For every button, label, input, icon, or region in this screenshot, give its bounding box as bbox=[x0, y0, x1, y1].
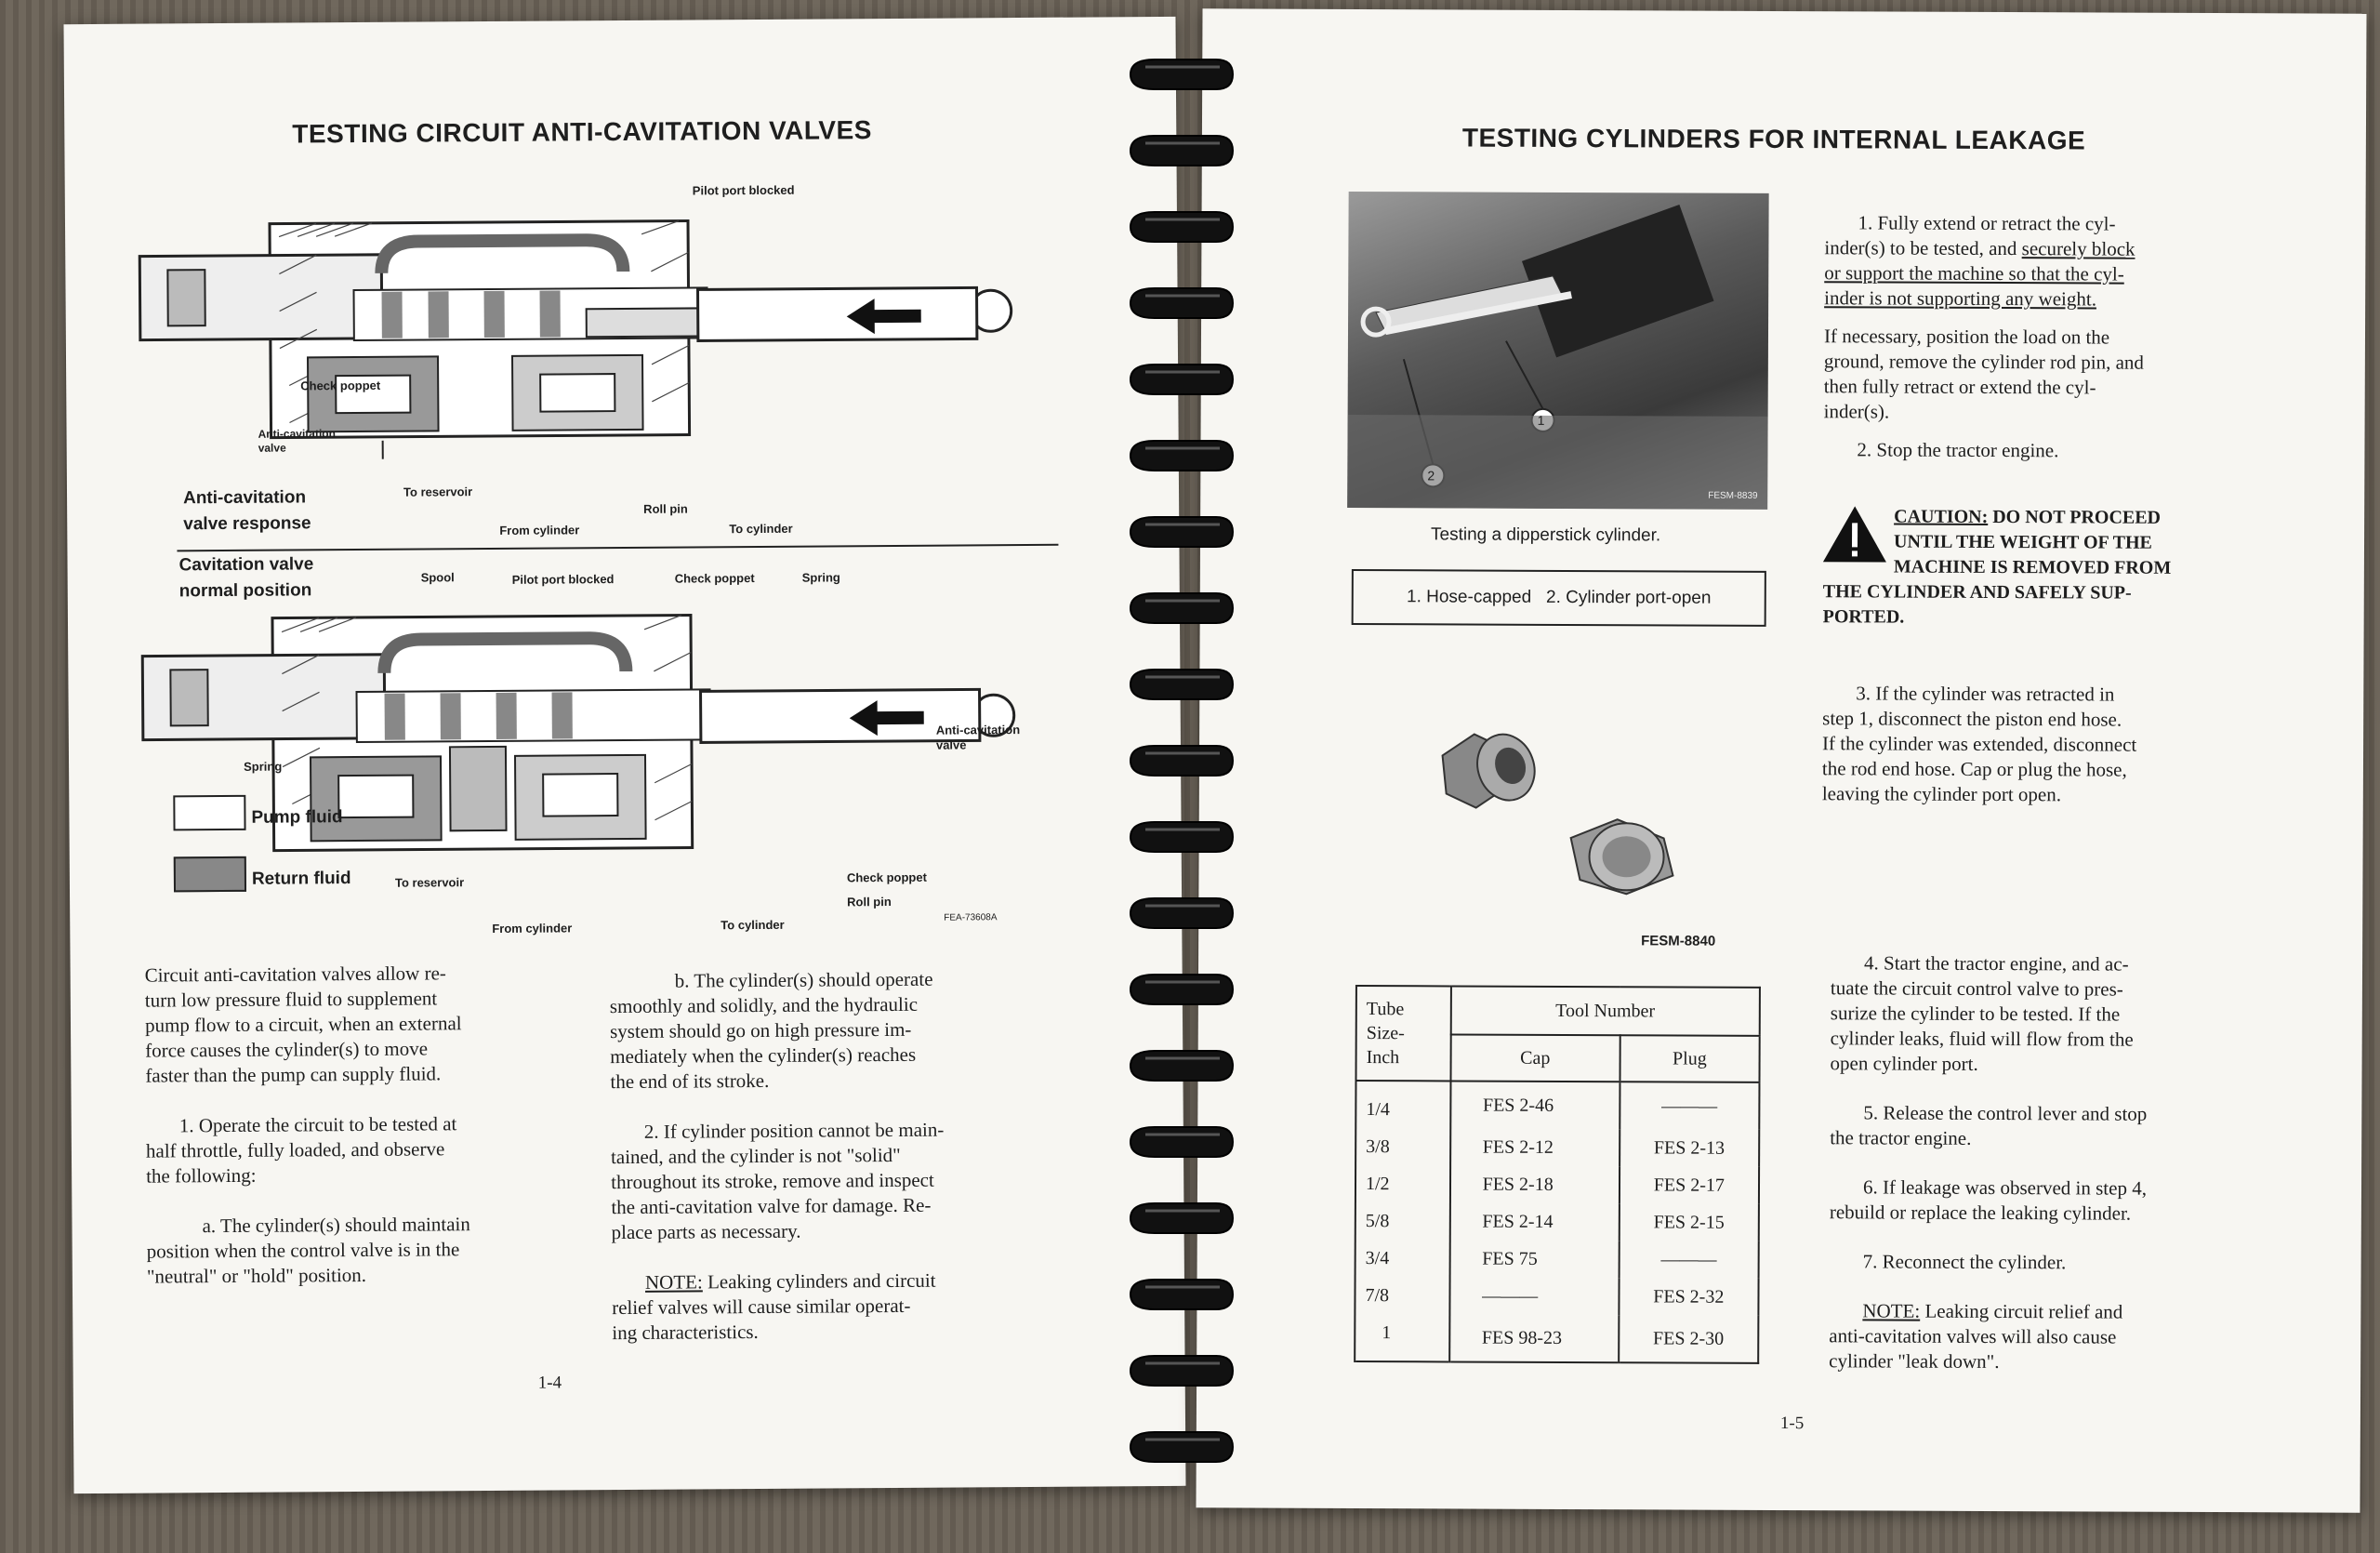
photo-reference-2: FESM-8840 bbox=[1641, 933, 1716, 949]
caution-text: DO NOT PROCEED bbox=[1992, 506, 2162, 528]
caution-line bbox=[1823, 504, 2223, 531]
cell-cap: FES 2-14 bbox=[1449, 1202, 1619, 1241]
note-line: cylinder "leak down". bbox=[1829, 1349, 2000, 1374]
label-anti-cavitation-2a: Anti-cavitation bbox=[935, 723, 1021, 737]
binding-coil bbox=[1127, 208, 1236, 242]
diagram2-caption-a: Cavitation valve bbox=[178, 554, 314, 576]
text-line: place parts as necessary. bbox=[611, 1219, 801, 1244]
dipperstick-photo bbox=[1347, 192, 1768, 510]
binding-coil bbox=[1127, 437, 1236, 471]
text-line: a. The cylinder(s) should maintain bbox=[202, 1213, 470, 1238]
binding-coil bbox=[1127, 513, 1236, 547]
text-line: position when the control valve is in the bbox=[146, 1238, 460, 1263]
step1-text: inder(s) to be tested, and bbox=[1824, 236, 2017, 260]
step2: 2. Stop the tractor engine. bbox=[1857, 438, 2059, 462]
cell-size: 3/4 bbox=[1355, 1240, 1450, 1277]
cell-cap: FES 2-46 bbox=[1450, 1081, 1620, 1129]
diagram1-caption-b: valve response bbox=[183, 513, 311, 535]
table-row bbox=[1355, 1081, 1759, 1130]
label-spring-left: Spring bbox=[244, 759, 283, 774]
note-line bbox=[1829, 1298, 2238, 1325]
note-text: Leaking cylinders and circuit bbox=[707, 1268, 936, 1294]
caution-label: CAUTION: bbox=[1894, 506, 1989, 527]
text-line: b. The cylinder(s) should operate bbox=[674, 967, 933, 992]
note-text: Leaking circuit relief and bbox=[1924, 1299, 2123, 1323]
table-row bbox=[1355, 1165, 1759, 1204]
binding-coil bbox=[1127, 1047, 1236, 1081]
step6-line: rebuild or replace the leaking cylinder. bbox=[1829, 1201, 2132, 1225]
callout-legend: 1. Hose-capped 2. Cylinder port-open bbox=[1407, 587, 1712, 608]
cell-size: 1 bbox=[1355, 1314, 1449, 1361]
legend-return-fluid-swatch bbox=[174, 856, 246, 893]
binding-coil bbox=[1127, 818, 1236, 852]
cell-cap: FES 2-18 bbox=[1450, 1165, 1620, 1203]
left-column-2 bbox=[610, 966, 1059, 1346]
text-line: 2. If cylinder position cannot be main- bbox=[643, 1118, 945, 1143]
label-from-cylinder-2: From cylinder bbox=[492, 921, 573, 936]
step1-line: 1. Fully extend or retract the cyl- bbox=[1858, 211, 2116, 235]
step3-line: leaving the cylinder port open. bbox=[1821, 782, 2062, 806]
label-check-poppet-1: Check poppet bbox=[300, 378, 381, 393]
table-header-tool-number: Tool Number bbox=[1450, 986, 1760, 1035]
binding-coil bbox=[1127, 1276, 1236, 1309]
diagram1-caption-a: Anti-cavitation bbox=[182, 487, 307, 509]
cell-plug: ——— bbox=[1620, 1082, 1760, 1130]
text-line: throughout its stroke, remove and inspect bbox=[611, 1168, 934, 1194]
cell-cap: FES 75 bbox=[1449, 1240, 1619, 1278]
caution-line: MACHINE IS REMOVED FROM bbox=[1893, 556, 2172, 578]
step4-line: 4. Start the tractor engine, and ac- bbox=[1864, 951, 2129, 976]
text-line: the following: bbox=[146, 1163, 257, 1188]
text-line: Circuit anti-cavitation valves allow re- bbox=[144, 962, 446, 987]
header-line: Tube bbox=[1366, 999, 1405, 1020]
valve-diagram-response bbox=[102, 176, 1071, 461]
para2-line: inder(s). bbox=[1823, 400, 1890, 423]
diagram-divider bbox=[177, 544, 1058, 552]
caution-line: THE CYLINDER AND SAFELY SUP- bbox=[1822, 581, 2132, 604]
step5-line: the tractor engine. bbox=[1830, 1126, 1972, 1149]
note-label: NOTE: bbox=[644, 1270, 703, 1294]
step4-line: cylinder leaks, fluid will flow from the bbox=[1830, 1027, 2134, 1051]
table-header-tube-size bbox=[1355, 986, 1450, 1081]
spacer bbox=[1830, 1225, 2239, 1251]
text-line bbox=[146, 1186, 592, 1214]
text-line: the anti-cavitation valve for damage. Re- bbox=[611, 1193, 932, 1219]
cell-cap: FES 98-23 bbox=[1449, 1314, 1619, 1362]
right-page-title: TESTING CYLINDERS FOR INTERNAL LEAKAGE bbox=[1461, 123, 2086, 155]
text-line bbox=[145, 1085, 591, 1113]
text-line: system should go on high pressure im- bbox=[609, 1017, 912, 1043]
para2-line: ground, remove the cylinder rod pin, and bbox=[1823, 350, 2145, 374]
cell-plug: FES 2-32 bbox=[1619, 1278, 1759, 1316]
label-to-reservoir-1: To reservoir bbox=[403, 484, 473, 499]
label-pilot-port-blocked-2: Pilot port blocked bbox=[511, 572, 615, 587]
tool-number-table bbox=[1354, 985, 1761, 1364]
cell-cap: ——— bbox=[1449, 1277, 1619, 1315]
label-to-cylinder-1: To cylinder bbox=[729, 521, 793, 537]
text-line: 1. Operate the circuit to be tested at bbox=[178, 1112, 457, 1137]
steps-4-7-block bbox=[1829, 950, 2240, 1375]
cell-size: 1/4 bbox=[1355, 1081, 1450, 1128]
step3-line: the rod end hose. Cap or plug the hose, bbox=[1821, 757, 2127, 781]
step3-line: step 1, disconnect the piston end hose. bbox=[1822, 707, 2122, 731]
step4-line: tuate the circuit control valve to pres- bbox=[1830, 976, 2123, 1001]
step1-line2 bbox=[1824, 235, 2233, 262]
spacer bbox=[1830, 1150, 2239, 1176]
note-line: anti-cavitation valves will also cause bbox=[1829, 1324, 2117, 1348]
binding-coil bbox=[1127, 971, 1236, 1004]
caution-line: PORTED. bbox=[1822, 606, 1905, 628]
photo-caption: Testing a dipperstick cylinder. bbox=[1431, 524, 1661, 546]
binding-coil bbox=[1127, 1352, 1236, 1386]
binding-coil bbox=[1127, 742, 1236, 776]
step6-line: 6. If leakage was observed in step 4, bbox=[1862, 1175, 2148, 1200]
left-column-1 bbox=[145, 960, 593, 1289]
binding-coil bbox=[1127, 1428, 1236, 1462]
cell-plug: FES 2-15 bbox=[1619, 1203, 1759, 1241]
table-row bbox=[1355, 1314, 1758, 1363]
left-page bbox=[63, 17, 1185, 1493]
valve-diagram-normal bbox=[105, 585, 1074, 889]
label-check-poppet-2-top: Check poppet bbox=[674, 571, 755, 586]
binding-coil bbox=[1127, 285, 1236, 318]
step3-block bbox=[1822, 681, 2232, 808]
right-column bbox=[1823, 210, 2233, 464]
step3-line: 3. If the cylinder was retracted in bbox=[1856, 682, 2115, 706]
cell-plug: FES 2-30 bbox=[1619, 1315, 1759, 1363]
cell-size: 7/8 bbox=[1355, 1277, 1449, 1314]
legend-return-fluid: Return fluid bbox=[251, 869, 351, 889]
table-row bbox=[1355, 1128, 1759, 1167]
binding-coil bbox=[1127, 1123, 1236, 1157]
cell-size: 5/8 bbox=[1355, 1202, 1450, 1240]
text-line bbox=[611, 1092, 1057, 1120]
text-line: smoothly and solidly, and the hydraulic bbox=[609, 992, 919, 1018]
fittings-photo bbox=[1394, 707, 1711, 940]
text-line: half throttle, fully loaded, and observe bbox=[145, 1137, 445, 1162]
binding-coil bbox=[1127, 361, 1236, 394]
note-label: NOTE: bbox=[1862, 1299, 1921, 1322]
legend-pump-fluid: Pump fluid bbox=[251, 807, 343, 828]
label-pilot-port-blocked-1: Pilot port blocked bbox=[692, 182, 795, 198]
table-header-row bbox=[1356, 986, 1760, 1036]
legend-pump-fluid-swatch bbox=[173, 795, 245, 831]
photo-reference-1: FESM-8839 bbox=[1708, 490, 1758, 501]
callout-1: 1 bbox=[1537, 412, 1545, 428]
table-header-cap: Cap bbox=[1450, 1034, 1620, 1082]
label-anti-cavitation-1b: valve bbox=[258, 441, 286, 455]
text-line: relief valves will cause similar operat- bbox=[612, 1294, 911, 1320]
cell-plug: FES 2-13 bbox=[1620, 1129, 1760, 1167]
step3-line: If the cylinder was extended, disconnect bbox=[1822, 732, 2137, 756]
table-header-plug: Plug bbox=[1620, 1035, 1760, 1082]
binding-coil bbox=[1127, 895, 1236, 928]
header-line: Inch bbox=[1366, 1047, 1400, 1069]
text-line: the end of its stroke. bbox=[610, 1069, 770, 1094]
binding-coil bbox=[1127, 56, 1236, 89]
cell-plug: ——— bbox=[1619, 1241, 1759, 1279]
text-line: pump flow to a circuit, when an external bbox=[144, 1012, 462, 1037]
step1-underlined-line: or support the machine so that the cyl- bbox=[1824, 261, 2124, 285]
cell-size: 1/2 bbox=[1355, 1165, 1450, 1202]
text-line: mediately when the cylinder(s) reaches bbox=[610, 1042, 917, 1069]
step5-line: 5. Release the control lever and stop bbox=[1863, 1101, 2148, 1125]
para2-line: If necessary, position the load on the bbox=[1823, 325, 2110, 349]
text-line: tained, and the cylinder is not "solid" bbox=[610, 1143, 901, 1169]
label-anti-cavitation-2b: valve bbox=[935, 737, 967, 752]
label-spring-top: Spring bbox=[801, 570, 840, 585]
spacer bbox=[1829, 1274, 2238, 1300]
step1-underlined-line: inder is not supporting any weight. bbox=[1824, 286, 2097, 311]
spacer bbox=[1830, 1076, 2239, 1102]
binding-coil bbox=[1127, 666, 1236, 699]
spiral-binding bbox=[1127, 56, 1248, 1507]
label-roll-pin-2: Roll pin bbox=[847, 895, 892, 909]
label-to-cylinder-2: To cylinder bbox=[721, 917, 785, 933]
note-line bbox=[612, 1268, 1058, 1295]
header-line: Size- bbox=[1366, 1023, 1405, 1044]
text-line: "neutral" or "hold" position. bbox=[146, 1263, 367, 1288]
binding-coil bbox=[1127, 132, 1236, 166]
table-row bbox=[1355, 1277, 1758, 1316]
para2-line: then fully retract or extend the cyl- bbox=[1823, 375, 2096, 399]
text-line: ing characteristics. bbox=[612, 1321, 759, 1345]
cell-plug: FES 2-17 bbox=[1620, 1166, 1760, 1204]
text-line: faster than the pump can supply fluid. bbox=[145, 1062, 442, 1087]
figure-reference-left: FEA-73608A bbox=[944, 912, 998, 923]
callout-2: 2 bbox=[1427, 468, 1435, 484]
label-spool: Spool bbox=[420, 570, 455, 585]
diagram2-caption-b: normal position bbox=[178, 580, 312, 602]
table-row bbox=[1355, 1240, 1759, 1279]
right-page bbox=[1196, 8, 2366, 1512]
text-line bbox=[612, 1242, 1058, 1270]
cell-size: 3/8 bbox=[1355, 1128, 1450, 1165]
label-to-reservoir-2: To reservoir bbox=[394, 875, 465, 890]
step4-line: open cylinder port. bbox=[1830, 1052, 1978, 1075]
label-roll-pin-1: Roll pin bbox=[643, 501, 688, 516]
step1-underlined: securely block bbox=[2021, 237, 2135, 260]
page-number-left: 1-4 bbox=[537, 1373, 562, 1393]
text-line: force causes the cylinder(s) to move bbox=[145, 1037, 429, 1062]
cell-cap: FES 2-12 bbox=[1450, 1128, 1620, 1166]
caution-block bbox=[1823, 504, 2224, 631]
caution-line: UNTIL THE WEIGHT OF THE bbox=[1893, 531, 2152, 553]
page-number-right: 1-5 bbox=[1779, 1414, 1805, 1434]
binding-coil bbox=[1127, 1200, 1236, 1233]
left-page-title: TESTING CIRCUIT ANTI-CAVITATION VALVES bbox=[292, 115, 872, 149]
text-line: turn low pressure fluid to supplement bbox=[144, 987, 438, 1012]
label-check-poppet-2-bottom: Check poppet bbox=[846, 869, 927, 885]
step4-line: surize the cylinder to be tested. If the bbox=[1830, 1002, 2121, 1026]
callout-legend-box bbox=[1352, 569, 1766, 627]
label-from-cylinder-1: From cylinder bbox=[499, 523, 580, 538]
binding-coil bbox=[1127, 590, 1236, 623]
label-anti-cavitation-1a: Anti-cavitation bbox=[258, 427, 336, 441]
step7: 7. Reconnect the cylinder. bbox=[1862, 1250, 2067, 1274]
table-row bbox=[1355, 1202, 1759, 1241]
